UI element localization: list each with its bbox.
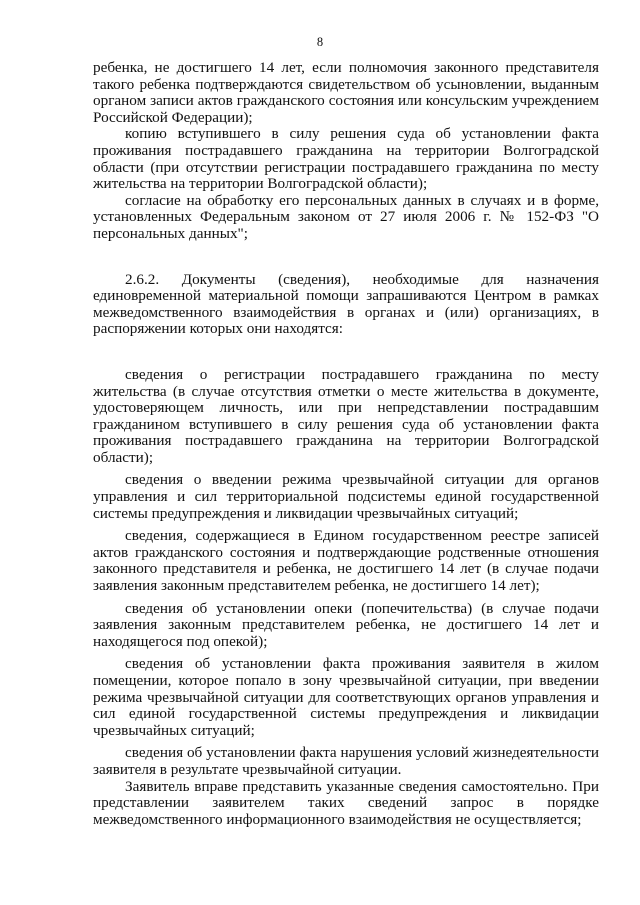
- paragraph-living-conditions-info: сведения об установлении факта нарушения условий жизнедеятельности заявителя в результате чрезвычайной ситуации.: [93, 744, 599, 778]
- paragraph-emergency-regime-info: сведения о введении режима чрезвычайной ситуации для органов управления и сил территориальной подсистемы единой государственной системы предупреждения и ликвидации чрезвычайных ситуаций;: [93, 471, 599, 522]
- page-number: 8: [316, 35, 324, 49]
- paragraph-section-2-6-2: 2.6.2. Документы (сведения), необходимые для назначения единовременной материальной помощи запрашиваются Центром в рамках межведомственного взаимодействия в органах и (или) организациях, в распоряжении которых они находятся:: [93, 270, 599, 338]
- paragraph-personal-data-consent: согласие на обработку его персональных данных в случаях и в форме, установленных Федеральным законом от 27 июля 2006 г. № 152-ФЗ "О персональных данных";: [93, 191, 599, 242]
- paragraph-registration-info: сведения о регистрации пострадавшего гражданина по месту жительства (в случае отсутствия отметки о месте жительства в документе, удостоверяющем личность, или при непредставлении пострадавшим гражданином вступившего в силу решения суда об установлении факта проживания пострадавшего гражданина на территории Волгоградской области);: [93, 365, 599, 466]
- paragraph-continuation: ребенка, не достигшего 14 лет, если полномочия законного представителя такого ребенка подтверждаются свидетельством об усыновлении, выданным органом записи актов гражданского состояния или консульским учреждением Российской Федерации);: [93, 59, 599, 126]
- paragraph-guardianship-info: сведения об установлении опеки (попечительства) (в случае подачи заявления законным представителем ребенка, не достигшего 14 лет и находящегося под опекой);: [93, 599, 599, 650]
- paragraph-applicant-right: Заявитель вправе представить указанные сведения самостоятельно. При представлении заявителем таких сведений запрос в порядке межведомственного информационного взаимодействия не осуществляется;: [93, 777, 599, 828]
- paragraph-court-decision-copy: копию вступившего в силу решения суда об установлении факта проживания пострадавшего гражданина на территории Волгоградской области (при отсутствии регистрации пострадавшего гражданина по месту жительства на территории Волгоградской области);: [93, 125, 599, 193]
- document-body: [93, 60, 599, 828]
- paragraph-civil-registry-info: сведения, содержащиеся в Едином государственном реестре записей актов гражданского состояния и подтверждающие родственные отношения законного представителя и ребенка, не достигшего 14 лет (в случае подачи заявления законным представителем ребенка, не достигшего 14 лет);: [93, 527, 599, 595]
- paragraph-residence-fact-info: сведения об установлении факта проживания заявителя в жилом помещении, которое попало в зону чрезвычайной ситуации, при введении режима чрезвычайной ситуации для соответствующих органов управления и сил единой государственной системы предупреждения и ликвидации чрезвычайных ситуаций;: [93, 655, 599, 739]
